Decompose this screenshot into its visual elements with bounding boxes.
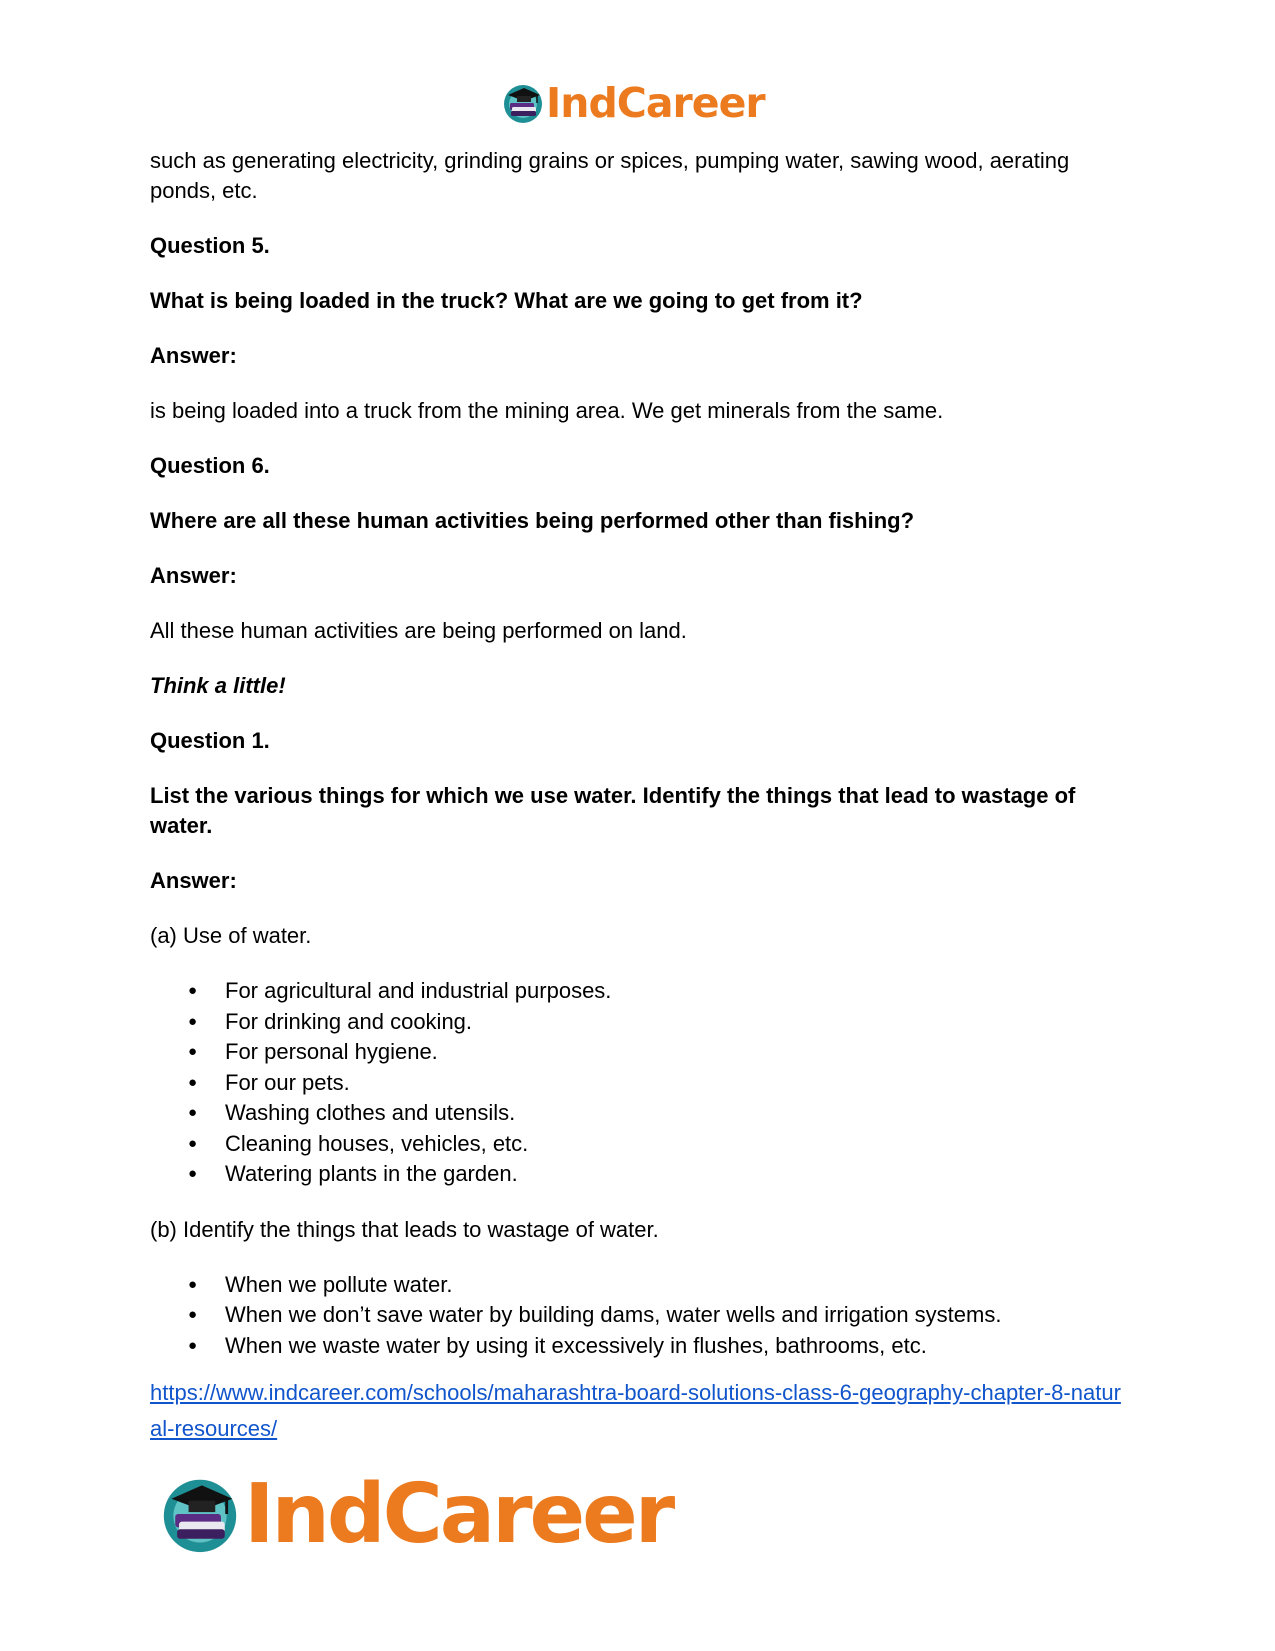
list-item: ● Cleaning houses, vehicles, etc. [188,1129,1130,1160]
question-5-label: Question 5. [150,233,270,258]
question-6-answer: All these human activities are being performed on land. [150,618,687,643]
document-body [150,146,1130,1447]
list-item: ● Washing clothes and utensils. [188,1098,1130,1129]
question-1-answer-label: Answer: [150,868,237,893]
intro-text: such as generating electricity, grinding grains or spices, pumping water, sawing wood, aerating ponds, etc. [150,148,1070,203]
part-b-heading: (b) Identify the things that leads to wastage of water. [150,1216,659,1242]
question-1-text: List the various things for which we use water. Identify the things that lead to wastage of water. [150,783,1076,838]
water-wastage-list [150,1270,1130,1362]
think-heading: Think a little! [150,673,286,698]
list-item: ● For agricultural and industrial purposes. [188,976,1130,1007]
part-a-heading: (a) Use of water. [150,923,312,948]
header-logo [502,78,765,128]
list-item: ● When we waste water by using it excessively in flushes, bathrooms, etc. [188,1331,1130,1362]
question-1-label: Question 1. [150,728,270,753]
question-6-label: Question 6. [150,453,270,478]
question-6-answer-label: Answer: [150,563,237,588]
list-item: ● For drinking and cooking. [188,1007,1130,1038]
question-5-answer-label: Answer: [150,343,237,368]
list-item: ● For our pets. [188,1068,1130,1099]
brand-wordmark: IndCareer [244,1466,673,1562]
brand-wordmark: IndCareer [546,79,765,127]
list-item: ● When we pollute water. [188,1270,1130,1301]
graduation-book-icon [160,1474,240,1554]
question-5-answer: is being loaded into a truck from the mining area. We get minerals from the same. [150,398,944,423]
footer-logo [160,1468,672,1560]
graduation-book-icon [502,82,544,124]
source-link[interactable]: https://www.indcareer.com/schools/maharashtra-board-solutions-class-6-geography-chapter-8-natural-resources/ [150,1380,1121,1441]
list-item: ● Watering plants in the garden. [188,1159,1130,1190]
question-5-text: What is being loaded in the truck? What are we going to get from it? [150,288,863,313]
list-item: ● When we don’t save water by building dams, water wells and irrigation systems. [188,1300,1130,1331]
question-6-text: Where are all these human activities being performed other than fishing? [150,508,915,533]
list-item: ● For personal hygiene. [188,1037,1130,1068]
water-uses-list [150,976,1130,1190]
